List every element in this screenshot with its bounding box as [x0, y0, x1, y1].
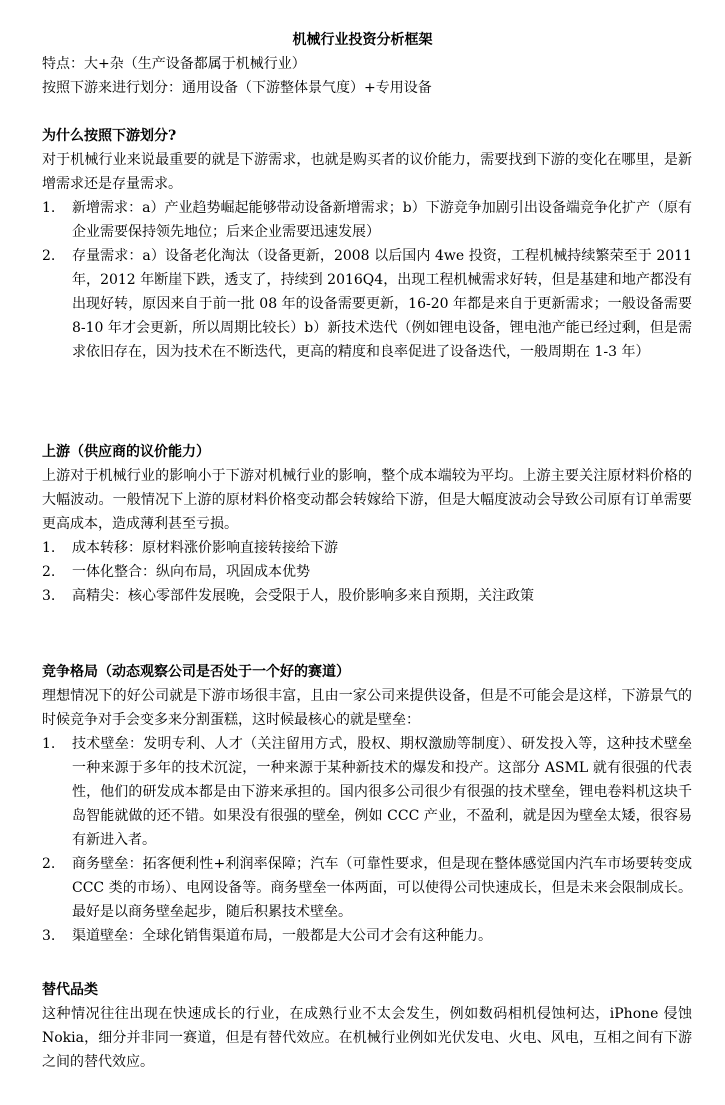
list-number: 1.: [42, 200, 56, 216]
list-item: [42, 924, 692, 948]
list-number: 2.: [42, 248, 56, 264]
section-upstream: [42, 440, 692, 608]
section-heading: 竞争格局（动态观察公司是否处于一个好的赛道）: [42, 664, 350, 680]
list-number: 3.: [42, 588, 56, 604]
list-number: 1.: [42, 540, 56, 556]
list-text: 渠道壁垒：全球化销售渠道布局，一般都是大公司才会有这种能力。: [72, 928, 492, 944]
list-item: [42, 536, 692, 560]
section-substitutes: [42, 978, 692, 1074]
list-number: 1.: [42, 736, 56, 752]
list-text: 高精尖：核心零部件发展晚，会受限于人，股价影响多来自预期，关注政策: [72, 588, 534, 604]
list-text: 新增需求：a）产业趋势崛起能够带动设备新增需求；b）下游竞争加剧引出设备端竞争化扩产（原有企业需要保持领先地位；后来企业需要迅速发展）: [72, 200, 692, 240]
list-item: [42, 244, 692, 364]
list-number: 2.: [42, 856, 56, 872]
list-text: 技术壁垒：发明专利、人才（关注留用方式，股权、期权激励等制度）、研发投入等，这种技术壁垒一种来源于多年的技术沉淀，一种来源于某种新技术的爆发和投产。这部分 ASML 就有很强的代表性，他们的研发成本都是由下游来承担的。国内很多公司很少有很强的技术壁垒，锂电卷料机这块千岛智能就做的还不错。如果没有很强的壁垒，例如 CCC 产业，不盈利，就是因为壁垒太矮，很容易有新进入者。: [72, 736, 692, 848]
section-downstream: [42, 124, 692, 364]
section-heading: 为什么按照下游划分?: [42, 128, 177, 144]
intro: [42, 52, 692, 100]
section-competition: [42, 660, 692, 948]
list-item: [42, 852, 692, 924]
document-title: 机械行业投资分析框架: [292, 32, 433, 48]
section-paragraph: 对于机械行业来说最重要的就是下游需求，也就是购买者的议价能力，需要找到下游的变化在哪里，是新增需求还是存量需求。: [42, 152, 692, 192]
section-heading: 上游（供应商的议价能力）: [42, 444, 210, 460]
list-item: [42, 584, 692, 608]
list-text: 成本转移：原材料涨价影响直接转接给下游: [72, 540, 338, 556]
section-paragraph: 上游对于机械行业的影响小于下游对机械行业的影响，整个成本端较为平均。上游主要关注原材料价格的大幅波动。一般情况下上游的原材料价格变动都会转嫁给下游，但是大幅度波动会导致公司原有订单需要更高成本，造成薄利甚至亏损。: [42, 468, 692, 532]
intro-line: 按照下游来进行划分：通用设备（下游整体景气度）+专用设备: [42, 80, 432, 96]
section-paragraph: 理想情况下的好公司就是下游市场很丰富，且由一家公司来提供设备，但是不可能会是这样，下游景气的时候竞争对手会变多来分割蛋糕，这时候最核心的就是壁垒：: [42, 688, 692, 728]
list-item: [42, 196, 692, 244]
section-heading: 替代品类: [42, 982, 98, 998]
list-item: [42, 732, 692, 852]
list-text: 商务壁垒：拓客便利性+利润率保障；汽车（可靠性要求，但是现在整体感觉国内汽车市场要转变成 CCC 类的市场）、电网设备等。商务壁垒一体两面，可以使得公司快速成长，但是未来会限制成长。最好是以商务壁垒起步，随后积累技术壁垒。: [72, 856, 692, 920]
list-number: 2.: [42, 564, 56, 580]
intro-line: 特点：大+杂（生产设备都属于机械行业）: [42, 56, 306, 72]
list-item: [42, 560, 692, 584]
list-text: 一体化整合：纵向布局，巩固成本优势: [72, 564, 310, 580]
list-text: 存量需求：a）设备老化淘汰（设备更新，2008 以后国内 4we 投资，工程机械持续繁荣至于 2011 年，2012 年断崖下跌，透支了，持续到 2016Q4，出现工程机械需求好转，但是基建和地产都没有出现好转，原因来自于前一批 08 年的设备需要更新，16-20 年都是来自于更新需求；一般设备需要 8-10 年才会更新，所以周期比较长）b）新技术迭代（例如锂电设备，锂电池产能已经过剩，但是需求依旧存在，因为技术在不断迭代，更高的精度和良率促进了设备迭代，一般周期在 1-3 年）: [72, 248, 692, 360]
list-number: 3.: [42, 928, 56, 944]
section-paragraph: 这种情况往往出现在快速成长的行业，在成熟行业不太会发生，例如数码相机侵蚀柯达，iPhone 侵蚀 Nokia，细分并非同一赛道，但是有替代效应。在机械行业例如光伏发电、火电、风电，互相之间有下游之间的替代效应。: [42, 1006, 692, 1070]
